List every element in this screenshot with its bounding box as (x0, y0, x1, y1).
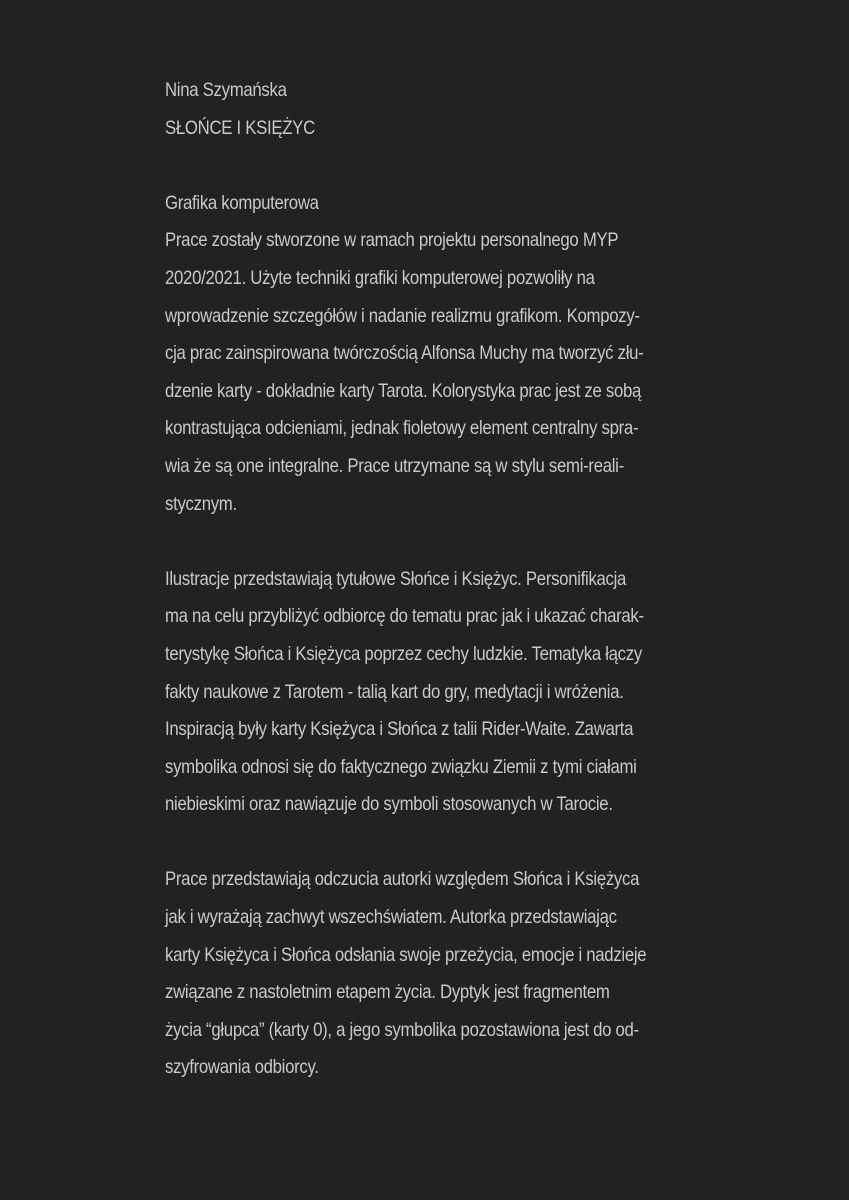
paragraph-line: Inspiracją były karty Księżyca i Słońca z talii Rider-Waite. Zawarta (165, 718, 634, 741)
paragraph-2 (165, 561, 685, 824)
spacer (165, 824, 685, 862)
paragraph-line: symbolika odnosi się do faktycznego związku Ziemii z tymi ciałami (165, 755, 637, 778)
paragraph-line: dzenie karty - dokładnie karty Tarota. Kolorystyka prac jest ze sobą (165, 379, 642, 402)
paragraph-1 (165, 222, 685, 523)
paragraph-line: cja prac zainspirowana twórczością Alfonsa Muchy ma tworzyć złu- (165, 342, 644, 365)
paragraph-line: wia że są one integralne. Prace utrzymane są w stylu semi-reali- (165, 454, 624, 477)
document-page (165, 72, 685, 1087)
paragraph-line: terystykę Słońca i Księżyca poprzez cechy ludzkie. Tematyka łączy (165, 642, 642, 665)
paragraph-line: szyfrowania odbiorcy. (165, 1056, 319, 1079)
technique-label: Grafika komputerowa (165, 191, 319, 214)
spacer (165, 147, 685, 185)
paragraph-line: kontrastująca odcieniami, jednak fioletowy element centralny spra- (165, 417, 639, 440)
paragraph-line: związane z nastoletnim etapem życia. Dyptyk jest fragmentem (165, 981, 610, 1004)
paragraph-line: karty Księżyca i Słońca odsłania swoje przeżycia, emocje i nadzieje (165, 943, 647, 966)
paragraph-line: Ilustracje przedstawiają tytułowe Słońce i Księżyc. Personifikacja (165, 567, 627, 590)
paragraph-line: Prace przedstawiają odczucia autorki względem Słońca i Księżyca (165, 868, 640, 891)
paragraph-line: jak i wyrażają zachwyt wszechświatem. Autorka przedstawiając (165, 906, 617, 929)
paragraph-line: ma na celu przybliżyć odbiorcę do tematu prac jak i ukazać charak- (165, 605, 644, 628)
paragraph-line: życia “głupca” (karty 0), a jego symbolika pozostawiona jest do od- (165, 1018, 639, 1041)
paragraph-line: niebieskimi oraz nawiązuje do symboli stosowanych w Tarocie. (165, 793, 613, 816)
artwork-title: SŁOŃCE I KSIĘŻYC (165, 116, 315, 139)
paragraph-line: Prace zostały stworzone w ramach projektu personalnego MYP (165, 229, 619, 252)
paragraph-line: fakty naukowe z Tarotem - talią kart do gry, medytacji i wróżenia. (165, 680, 624, 703)
author-name: Nina Szymańska (165, 79, 287, 101)
spacer (165, 523, 685, 561)
paragraph-3 (165, 861, 685, 1087)
paragraph-line: 2020/2021. Użyte techniki grafiki komputerowej pozwoliły na (165, 266, 595, 289)
paragraph-line: stycznym. (165, 492, 237, 515)
paragraph-line: wprowadzenie szczegółów i nadanie realizmu grafikom. Kompozy- (165, 304, 640, 327)
